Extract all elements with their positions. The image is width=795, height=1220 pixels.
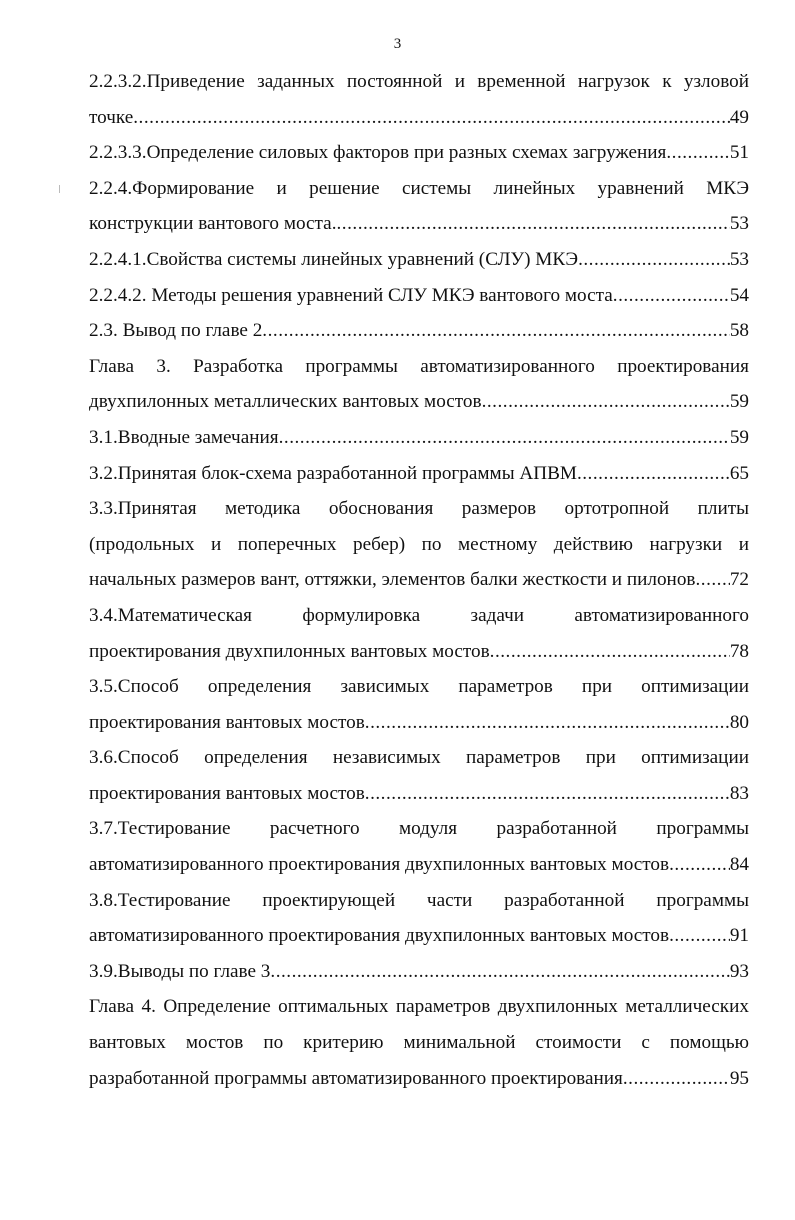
toc-entry-page-number: 65 (729, 462, 749, 484)
scan-mark (59, 185, 60, 193)
toc-entry-title: начальных размеров вант, оттяжки, элементов балки жесткости и пилонов (89, 569, 696, 591)
toc-entry[interactable] (89, 171, 749, 242)
toc-entry[interactable] (89, 811, 749, 882)
toc-dot-leader (279, 420, 730, 456)
toc-dot-leader (613, 278, 730, 314)
toc-entry-line: Глава 4. Определение оптимальных параметров двухпилонных металлических (89, 996, 749, 1018)
toc-entry-line: Глава 3. Разработка программы автоматизированного проектирования (89, 355, 749, 377)
toc-entry-title: 2.2.3.3.Определение силовых факторов при разных схемах загружения (89, 142, 667, 164)
toc-entry-leader-line (89, 634, 749, 670)
toc-entry-title: 3.2.Принятая блок-схема разработанной программы АПВМ (89, 462, 577, 484)
toc-entry[interactable] (89, 954, 749, 990)
toc-entry-page-number: 72 (729, 569, 749, 591)
toc-entry-leader-line (89, 100, 749, 136)
toc-entry-title: 2.2.4.1.Свойства системы линейных уравнений (СЛУ) МКЭ (89, 248, 579, 270)
toc-entry[interactable] (89, 64, 749, 135)
toc-entry-line: 3.3.Принятая методика обоснования размеров ортотропной плиты (89, 498, 749, 520)
toc-entry-leader-line (89, 278, 749, 314)
toc-entry-line: 2.2.3.2.Приведение заданных постоянной и временной нагрузок к узловой (89, 71, 749, 92)
toc-entry[interactable] (89, 740, 749, 811)
toc-entry[interactable] (89, 883, 749, 954)
toc-dot-leader (490, 634, 730, 670)
toc-entry-leader-line (89, 954, 749, 990)
toc-entry-leader-line (89, 206, 749, 242)
toc-dot-leader (482, 384, 730, 420)
toc-entry-page-number: 78 (729, 640, 749, 662)
toc-entry-leader-line (89, 705, 749, 741)
toc-entry-title: автоматизированного проектирования двухпилонных вантовых мостов (89, 854, 670, 876)
toc-entry-leader-line (89, 456, 749, 492)
toc-entry-page-number: 49 (729, 106, 749, 128)
page-number: 3 (393, 36, 402, 52)
toc-dot-leader (669, 847, 730, 883)
toc-entry-page-number: 95 (729, 1067, 749, 1089)
toc-entry-page-number: 59 (729, 391, 749, 413)
toc-entry-page-number: 53 (729, 213, 749, 235)
toc-entry-line: вантовых мостов по критерию минимальной стоимости с помощью (89, 1032, 749, 1054)
toc-entry-line: 3.4.Математическая формулировка задачи автоматизированного (89, 604, 749, 626)
toc-entry-leader-line (89, 313, 749, 349)
toc-entry-title: проектирования вантовых мостов (89, 782, 365, 804)
toc-dot-leader (623, 1061, 730, 1097)
toc-entry[interactable] (89, 349, 749, 420)
toc-entry-title: точке (89, 106, 134, 128)
toc-dot-leader (577, 456, 730, 492)
toc-entry-page-number: 54 (729, 284, 749, 306)
toc-dot-leader (666, 135, 729, 171)
toc-entry[interactable] (89, 989, 749, 1096)
toc-entry-line: 3.8.Тестирование проектирующей части разработанной программы (89, 889, 749, 911)
toc-entry[interactable] (89, 242, 749, 278)
toc-entry-title: автоматизированного проектирования двухпилонных вантовых мостов (89, 925, 670, 947)
toc-entry[interactable] (89, 598, 749, 669)
toc-entry-title: 3.1.Вводные замечания (89, 426, 279, 448)
toc-entry-leader-line (89, 135, 749, 171)
toc-entry-title: двухпилонных металлических вантовых мостов (89, 391, 482, 413)
toc-entry-leader-line (89, 918, 749, 954)
toc-dot-leader (695, 562, 729, 598)
toc-entry-title: разработанной программы автоматизированного проектирования (89, 1067, 623, 1089)
toc-entry-page-number: 59 (729, 426, 749, 448)
toc-entry-leader-line (89, 562, 749, 598)
toc-entry-page-number: 91 (729, 925, 749, 947)
toc-dot-leader (365, 705, 730, 741)
toc-entry[interactable] (89, 491, 749, 598)
toc-entry-line: 3.7.Тестирование расчетного модуля разработанной программы (89, 818, 749, 840)
toc-entry[interactable] (89, 278, 749, 314)
toc-dot-leader (578, 242, 730, 278)
toc-entry-leader-line (89, 384, 749, 420)
toc-entry-leader-line (89, 420, 749, 456)
toc-dot-leader (337, 206, 730, 242)
toc-entry-page-number: 84 (729, 854, 749, 876)
table-of-contents (89, 64, 749, 1096)
toc-entry-page-number: 83 (729, 782, 749, 804)
toc-entry-title: конструкции вантового моста. (89, 213, 337, 235)
toc-entry-page-number: 53 (729, 248, 749, 270)
toc-entry-title: проектирования двухпилонных вантовых мостов (89, 640, 490, 662)
toc-entry-title: проектирования вантовых мостов (89, 711, 365, 733)
toc-entry-title: 2.3. Вывод по главе 2 (89, 320, 263, 342)
toc-entry-page-number: 58 (729, 320, 749, 342)
toc-dot-leader (365, 776, 730, 812)
toc-entry-leader-line (89, 1061, 749, 1097)
toc-dot-leader (262, 313, 730, 349)
toc-entry-line: 3.6.Способ определения независимых параметров при оптимизации (89, 747, 749, 769)
toc-entry-leader-line (89, 847, 749, 883)
toc-entry-title: 2.2.4.2. Методы решения уравнений СЛУ МКЭ вантового моста (89, 284, 613, 306)
toc-entry-page-number: 51 (729, 142, 749, 164)
toc-entry[interactable] (89, 313, 749, 349)
toc-entry-leader-line (89, 242, 749, 278)
toc-dot-leader (133, 100, 730, 136)
toc-entry[interactable] (89, 669, 749, 740)
toc-entry-title: 3.9.Выводы по главе 3 (89, 960, 271, 982)
toc-entry-line: 2.2.4.Формирование и решение системы линейных уравнений МКЭ (89, 177, 749, 199)
toc-dot-leader (270, 954, 729, 990)
toc-entry-page-number: 93 (729, 960, 749, 982)
toc-entry-line: 3.5.Способ определения зависимых параметров при оптимизации (89, 676, 749, 698)
toc-entry[interactable] (89, 420, 749, 456)
toc-entry-leader-line (89, 776, 749, 812)
toc-dot-leader (669, 918, 730, 954)
toc-entry[interactable] (89, 135, 749, 171)
toc-entry-page-number: 80 (729, 711, 749, 733)
toc-entry[interactable] (89, 456, 749, 492)
toc-entry-line: (продольных и поперечных ребер) по местному действию нагрузки и (89, 533, 749, 555)
